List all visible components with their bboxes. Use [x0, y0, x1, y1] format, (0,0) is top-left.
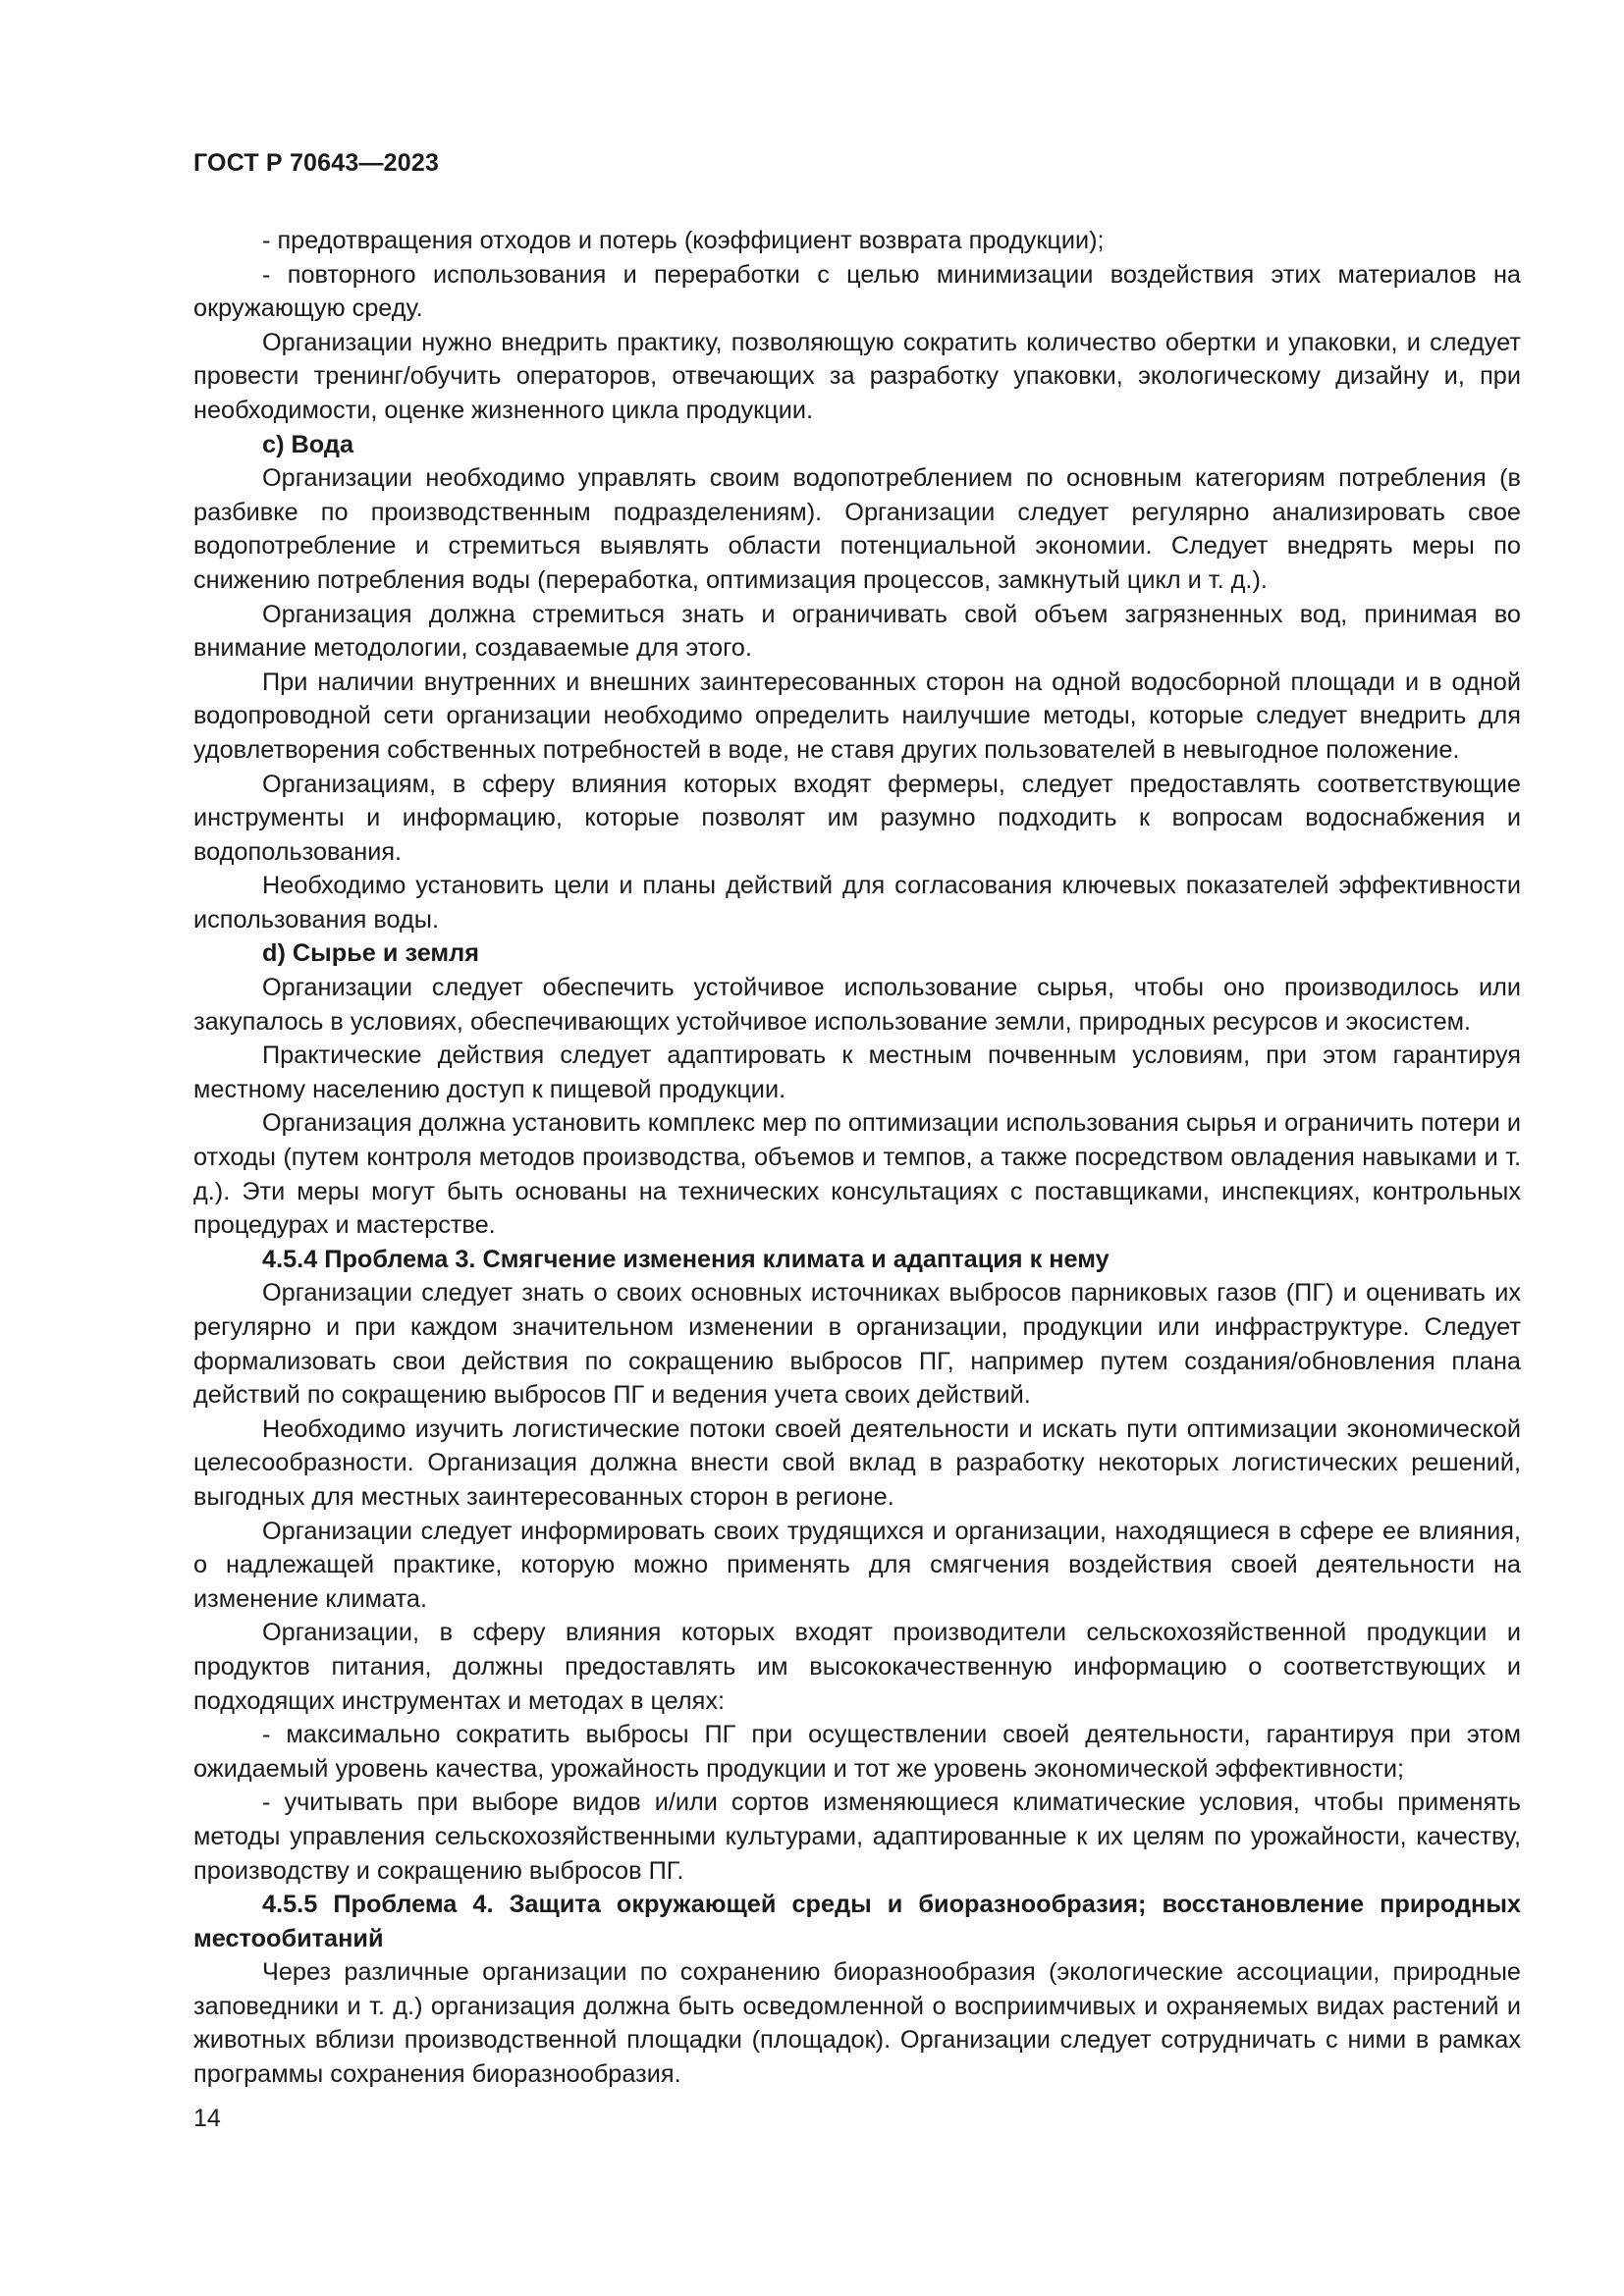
document-body [193, 224, 1521, 2092]
list-item-climate-varieties: - учитывать при выборе видов и/или сортов изменяющиеся климатические условия, чтобы применять методы управления сельскохозяйственными культурами, адаптированные к их целям по урожайности, качеству, производству и сокращению выбросов ПГ. [193, 1789, 1521, 1885]
paragraph-biodiversity: Через различные организации по сохранению биоразнообразия (экологические ассоциации, природные заповедники и т. д.) организация должна быть осведомленной о восприимчивых и охраняемых видах растений и животных вблизи производственной площадки (площадок). Организации следует сотрудничать с ними в рамках программы сохранения биоразнообразия. [193, 1958, 1521, 2089]
paragraph-polluted-water: Организация должна стремиться знать и ограничивать свой объем загрязненных вод, принимая во внимание методологии, создаваемые для этого. [193, 600, 1521, 663]
list-item-prevention: - предотвращения отходов и потерь (коэффициент возврата продукции); [262, 227, 1105, 254]
paragraph-producers-info: Организации, в сферу влияния которых входят производители сельскохозяйственной продукции и продуктов питания, должны предоставлять им высококачественную информацию о соответствующих и подходящих инструментах и методах в целях: [193, 1619, 1521, 1715]
paragraph-optimization: Организация должна установить комплекс мер по оптимизации использования сырья и ограничить потери и отходы (путем контроля методов производства, объемов и темпов, а также посредством овладения навыками и т. д.). Эти меры могут быть основаны на технических консультациях с поставщиками, инспекциях, контрольных процедурах и мастерстве. [193, 1109, 1521, 1240]
paragraph-water-kpi: Необходимо установить цели и планы действий для согласования ключевых показателей эффективности использования воды. [193, 872, 1521, 934]
paragraph-inform-workers: Организации следует информировать своих трудящихся и организации, находящиеся в сфере ее влияния, о надлежащей практике, которую можно применять для смягчения воздействия своей деятельности на изменение климата. [193, 1517, 1521, 1613]
paragraph-farmers-water: Организациям, в сферу влияния которых входят фермеры, следует предоставлять соответствующие инструменты и информацию, которые позволят им разумно подходить к вопросам водоснабжения и водопользования. [193, 770, 1521, 866]
paragraph-water-consumption: Организации необходимо управлять своим водопотреблением по основным категориям потребления (в разбивке по производственным подразделениям). Организации следует регулярно анализировать свое водопотребление и стремиться выявлять области потенциальной экономии. Следует внедрять меры по снижению потребления воды (переработка, оптимизация процессов, замкнутый цикл и т. д.). [193, 464, 1521, 594]
section-heading-raw-materials: d) Сырье и земля [262, 939, 479, 968]
section-heading-climate: 4.5.4 Проблема 3. Смягчение изменения климата и адаптация к нему [262, 1245, 1110, 1273]
list-item-reuse: - повторного использования и переработки с целью минимизации воздействия этих материалов на окружающую среду. [193, 260, 1521, 323]
paragraph-raw-materials: Организации следует обеспечить устойчивое использование сырья, чтобы оно производилось или закупалось в условиях, обеспечивающих устойчивое использование земли, природных ресурсов и экосистем. [193, 974, 1521, 1036]
section-heading-biodiversity: 4.5.5 Проблема 4. Защита окружающей среды и биоразнообразия; восстановление природных местообитаний [193, 1891, 1521, 1952]
document-header: ГОСТ Р 70643—2023 [193, 149, 440, 177]
paragraph-ghg-sources: Организации следует знать о своих основных источниках выбросов парниковых газов (ПГ) и оценивать их регулярно и при каждом значительном изменении в организации, продукции или инфраструктуре. Следует формализовать свои действия по сокращению выбросов ПГ, например путем создания/обновления плана действий по сокращению выбросов ПГ и ведения учета своих действий. [193, 1279, 1521, 1410]
paragraph-soil-conditions: Практические действия следует адаптировать к местным почвенным условиям, при этом гарантируя местному населению доступ к пищевой продукции. [193, 1041, 1521, 1103]
page-number: 14 [193, 2105, 221, 2132]
list-item-reduce-ghg: - максимально сократить выбросы ПГ при осуществлении своей деятельности, гарантируя при этом ожидаемый уровень качества, урожайность продукции и тот же уровень экономической эффективности; [193, 1721, 1521, 1783]
paragraph-logistics: Необходимо изучить логистические потоки своей деятельности и искать пути оптимизации экономической целесообразности. Организация должна внести свой вклад в разработку некоторых логистических решений, выгодных для местных заинтересованных сторон в регионе. [193, 1415, 1521, 1511]
section-heading-water: c) Вода [262, 430, 354, 458]
paragraph-water-stakeholders: При наличии внутренних и внешних заинтересованных сторон на одной водосборной площади и в одной водопроводной сети организации необходимо определить наилучшие методы, которые следует внедрить для удовлетворения собственных потребностей в воде, не ставя других пользователей в невыгодное положение. [193, 667, 1521, 764]
paragraph-packaging: Организации нужно внедрить практику, позволяющую сократить количество обертки и упаковки, и следует провести тренинг/обучить операторов, отвечающих за разработку упаковки, экологическому дизайну и, при необходимости, оценке жизненного цикла продукции. [193, 328, 1521, 424]
